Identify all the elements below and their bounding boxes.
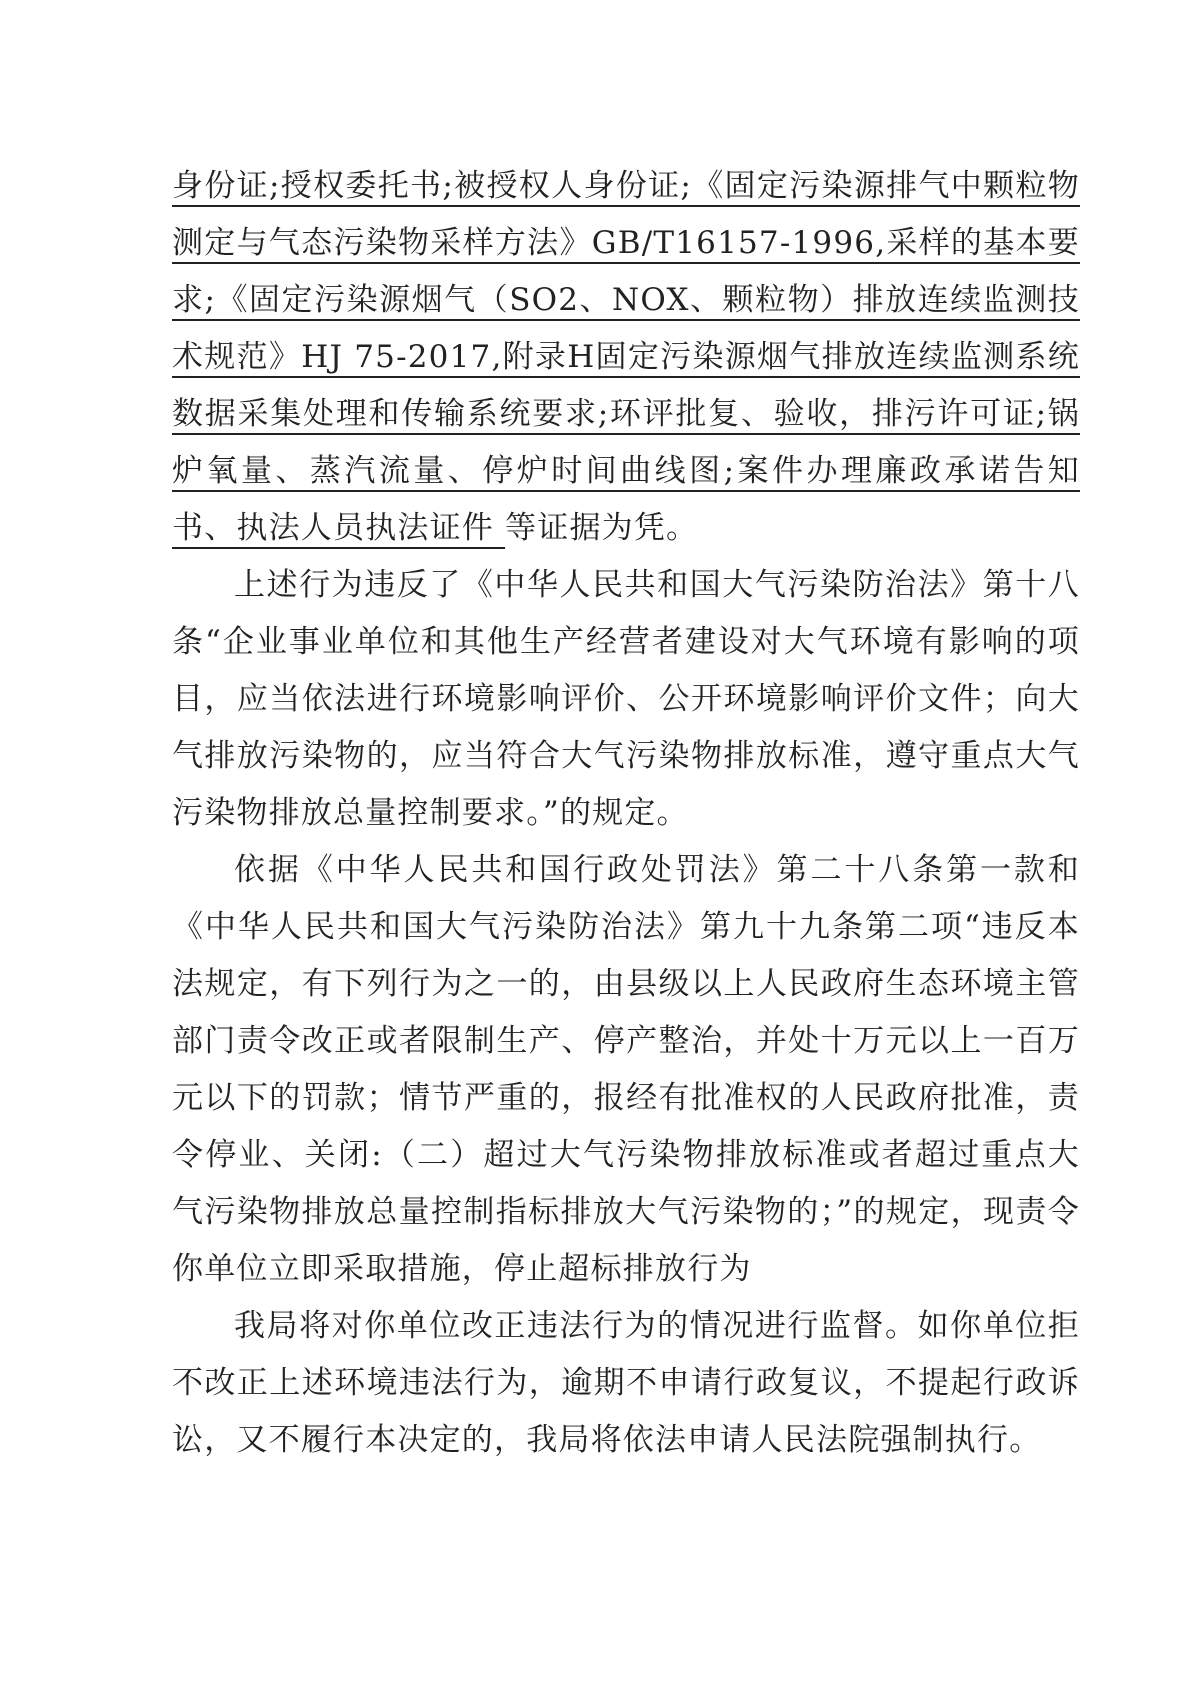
evidence-list-underlined: 身份证;授权委托书;被授权人身份证;《固定污染源排气中颗粒物测定与气态污染物采样方法》GB/T16157-1996,采样的基本要求;《固定污染源烟气（SO2、NOX、颗粒物）排放连续监测技术规范》HJ 75-2017,附录H固定污染源烟气排放连续监测系统数据采集处理和传输系统要求;环评批复、验收，排污许可证;锅炉氧量、蒸汽流量、停炉时间曲线图;案件办理廉政承诺告知书、执法人员执法证件 <box>172 168 1080 546</box>
evidence-suffix: 等证据为凭。 <box>505 510 699 546</box>
evidence-paragraph <box>172 158 1080 557</box>
document-body <box>172 158 1080 1469</box>
legal-basis-paragraph: 依据《中华人民共和国行政处罚法》第二十八条第一款和《中华人民共和国大气污染防治法》第九十九条第二项“违反本法规定，有下列行为之一的，由县级以上人民政府生态环境主管部门责令改正或者限制生产、停产整治，并处十万元以上一百万元以下的罚款；情节严重的，报经有批准权的人民政府批准，责令停业、关闭:（二）超过大气污染物排放标准或者超过重点大气污染物排放总量控制指标排放大气污染物的；”的规定，现责令你单位立即采取措施，停止超标排放行为 <box>172 852 1080 1287</box>
violation-paragraph: 上述行为违反了《中华人民共和国大气污染防治法》第十八条“企业事业单位和其他生产经营者建设对大气环境有影响的项目，应当依法进行环境影响评价、公开环境影响评价文件；向大气排放污染物的，应当符合大气污染物排放标准，遵守重点大气污染物排放总量控制要求。”的规定。 <box>172 567 1080 831</box>
supervision-paragraph: 我局将对你单位改正违法行为的情况进行监督。如你单位拒不改正上述环境违法行为，逾期不申请行政复议，不提起行政诉讼，又不履行本决定的，我局将依法申请人民法院强制执行。 <box>172 1308 1080 1458</box>
